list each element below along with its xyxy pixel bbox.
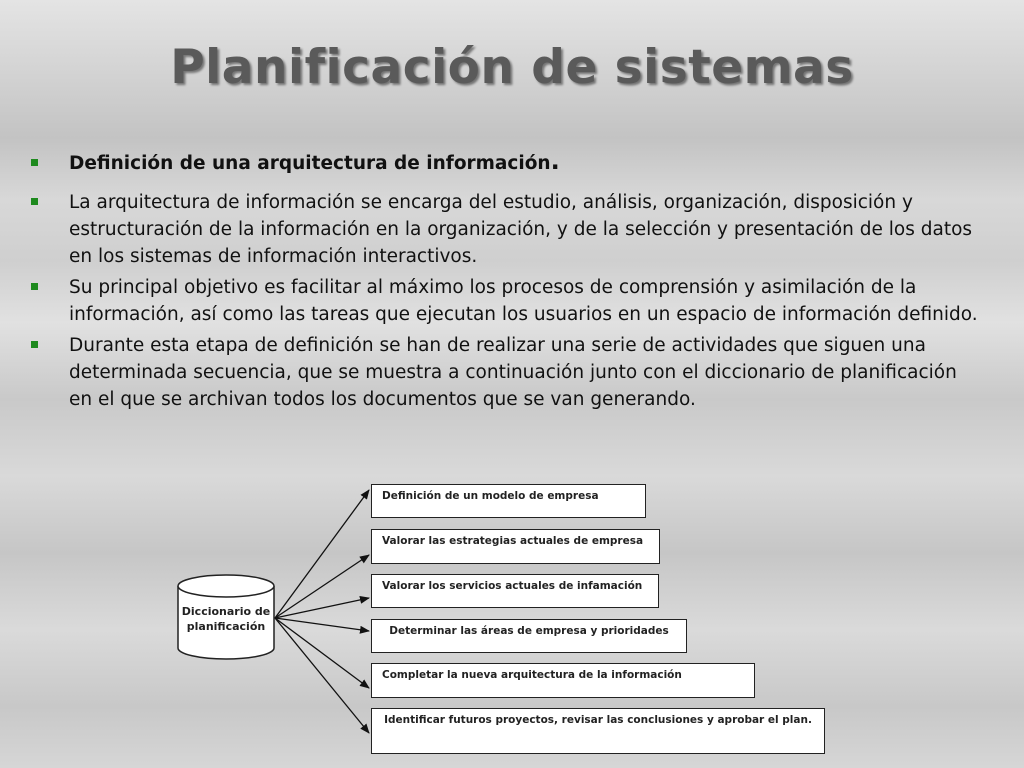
step-box-3: Valorar los servicios actuales de infamación (371, 574, 659, 608)
slide-title: Planificación de sistemas (170, 40, 854, 95)
step-box-1: Definición de un modelo de empresa (371, 484, 646, 518)
bullet-text: Durante esta etapa de definición se han de realizar una serie de actividades que siguen una determinada secuencia, que se muestra a continuación junto con el diccionario de planificación en el que se archivan todos los documentos que se van generando. (69, 335, 957, 410)
step-box-4: Determinar las áreas de empresa y prioridades (371, 619, 687, 653)
bullet-text: La arquitectura de información se encarga del estudio, análisis, organización, disposición y estructuración de la información en la organización, y de la selección y presentación de los datos en los sistemas de información interactivos. (69, 192, 973, 267)
dictionary-label: Diccionario de planificación (181, 605, 271, 633)
bullet-text: Definición de una arquitectura de información (69, 153, 551, 174)
step-box-2: Valorar las estrategias actuales de empresa (371, 529, 660, 564)
connector-arrow-1 (275, 490, 369, 618)
step-box-5: Completar la nueva arquitectura de la información (371, 663, 755, 698)
bullet-text: Su principal objetivo es facilitar al máximo los procesos de comprensión y asimilación de la información, así como las tareas que ejecutan los usuarios en un espacio de información definido. (69, 277, 978, 325)
connector-arrow-6 (275, 618, 369, 733)
step-box-6: Identificar futuros proyectos, revisar las conclusiones y aprobar el plan. (371, 708, 825, 754)
bullet-suffix: . (550, 147, 560, 175)
